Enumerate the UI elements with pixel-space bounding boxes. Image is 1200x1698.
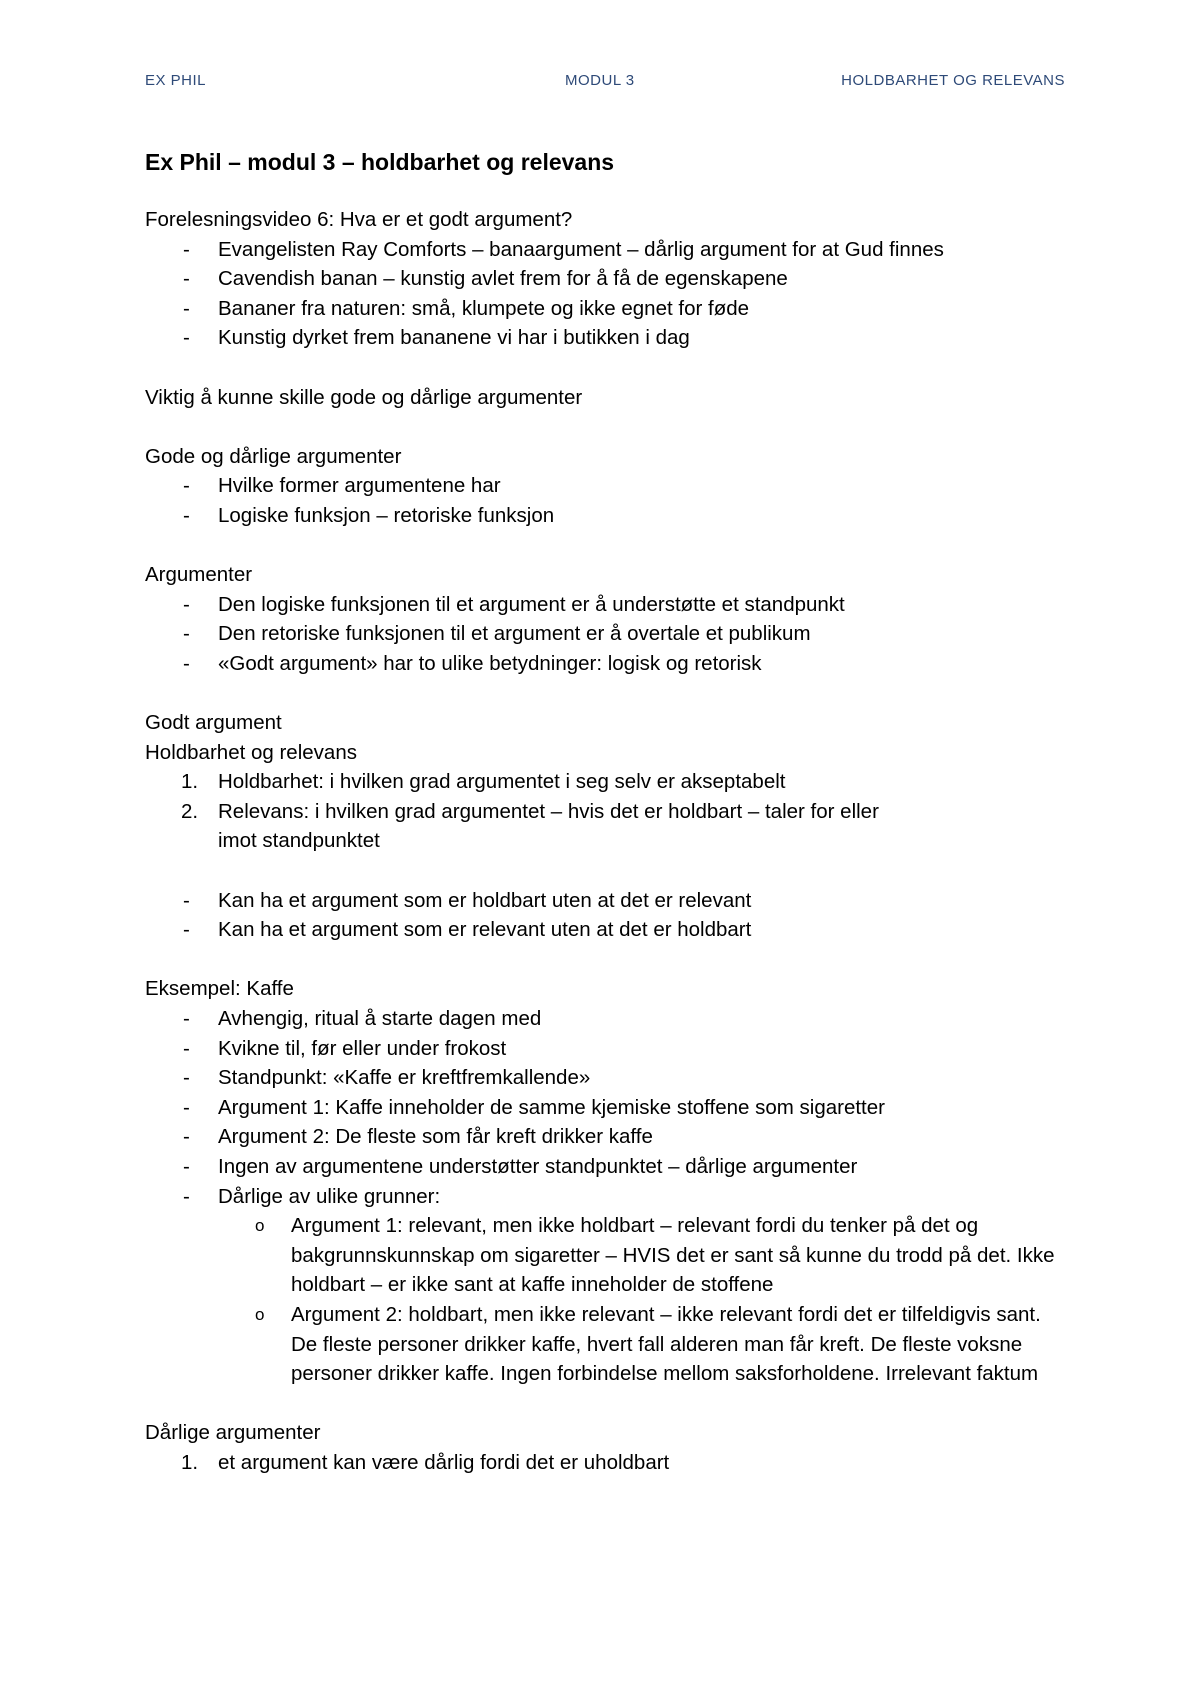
list-item <box>145 471 1075 501</box>
dash-marker: - <box>183 888 190 912</box>
dash-marker: - <box>183 1184 190 1208</box>
section-heading-important: Viktig å kunne skille gode og dårlige argumenter <box>145 385 583 409</box>
page-header <box>145 72 1065 96</box>
list-item <box>145 294 1075 324</box>
spacer <box>145 531 1075 561</box>
dash-marker: - <box>183 1007 190 1031</box>
list-item-text: Cavendish banan – kunstig avlet frem for å få de egenskapene <box>218 267 788 291</box>
list-item <box>145 1182 1075 1212</box>
list-item <box>145 323 1075 353</box>
list-item-text: Kan ha et argument som er relevant uten at det er holdbart <box>218 918 752 942</box>
list-item-text: Bananer fra naturen: små, klumpete og ikke egnet for føde <box>218 296 750 320</box>
list-item <box>145 915 1075 945</box>
list-item <box>145 1093 1075 1123</box>
list-item-text: Den retoriske funksjonen til et argument er å overtale et publikum <box>218 622 811 646</box>
sub-list-item-text: Argument 1: relevant, men ikke holdbart – relevant fordi du tenker på det og bakgrunnskunnskap om sigaretter – HVIS det er sant så kunne du trodd på det. Ikke holdbart – er ikke sant at kaffe inneholder de stoffene <box>291 1214 1055 1297</box>
dash-marker: - <box>183 651 190 675</box>
dash-marker: - <box>183 296 190 320</box>
numbered-item-text: Holdbarhet: i hvilken grad argumentet i seg selv er akseptabelt <box>218 770 786 794</box>
section-heading-bad-arguments: Dårlige argumenter <box>145 1421 321 1445</box>
list-item <box>145 264 1075 294</box>
header-middle: MODUL 3 <box>565 72 635 89</box>
numbered-item-text: Relevans: i hvilken grad argumentet – hvis det er holdbart – taler for eller imot standpunktet <box>218 799 879 853</box>
list-item <box>145 501 1075 531</box>
dash-marker: - <box>183 918 190 942</box>
spacer <box>145 679 1075 709</box>
spacer <box>145 945 1075 975</box>
list-item <box>145 1034 1075 1064</box>
list-item-text: Argument 2: De fleste som får kreft drikker kaffe <box>218 1125 653 1149</box>
numbered-item-text: et argument kan være dårlig fordi det er uholdbart <box>218 1450 670 1474</box>
dash-marker: - <box>183 1095 190 1119</box>
list-item <box>145 619 1075 649</box>
sub-list-item-text: Argument 2: holdbart, men ikke relevant – ikke relevant fordi det er tilfeldigvis sant. De fleste personer drikker kaffe, hvert fall alderen man får kreft. De fleste voksne personer drikker kaffe. Ingen forbindelse mellom saksforholdene. Irrelevant faktum <box>291 1302 1041 1386</box>
list-item-text: Avhengig, ritual å starte dagen med <box>218 1007 542 1031</box>
header-left: EX PHIL <box>145 72 207 89</box>
number-marker: 2. <box>181 799 199 823</box>
list-item-text: Argument 1: Kaffe inneholder de samme kjemiske stoffene som sigaretter <box>218 1095 885 1119</box>
dash-marker: - <box>183 237 190 261</box>
number-marker: 1. <box>181 770 199 794</box>
dash-marker: - <box>183 1125 190 1149</box>
list-item <box>145 590 1075 620</box>
list-item-text: Kvikne til, før eller under frokost <box>218 1036 507 1060</box>
section-heading-arguments: Argumenter <box>145 563 253 587</box>
list-item <box>145 1152 1075 1182</box>
header-right: HOLDBARHET OG RELEVANS <box>841 72 1065 89</box>
document-body <box>145 146 1075 1478</box>
list-item-text: «Godt argument» har to ulike betydninger: logisk og retorisk <box>218 651 762 675</box>
circle-marker: o <box>255 1216 265 1236</box>
section-subheading-sustainability: Holdbarhet og relevans <box>145 740 357 764</box>
dash-marker: - <box>183 1066 190 1090</box>
dash-marker: - <box>183 326 190 350</box>
list-item-text: Kunstig dyrket frem bananene vi har i butikken i dag <box>218 326 690 350</box>
spacer <box>145 412 1075 442</box>
section-heading-good-bad: Gode og dårlige argumenter <box>145 444 402 468</box>
list-item-text: Standpunkt: «Kaffe er kreftfremkallende» <box>218 1066 591 1090</box>
list-item-text: Kan ha et argument som er holdbart uten at det er relevant <box>218 888 752 912</box>
list-item-text: Evangelisten Ray Comforts – banaargument – dårlig argument for at Gud finnes <box>218 237 944 261</box>
dash-marker: - <box>183 267 190 291</box>
list-item-text: Den logiske funksjonen til et argument er å understøtte et standpunkt <box>218 592 845 616</box>
list-item <box>145 235 1075 265</box>
numbered-item <box>145 767 1075 797</box>
list-item-text: Logiske funksjon – retoriske funksjon <box>218 503 555 527</box>
document-title: Ex Phil – modul 3 – holdbarhet og relevans <box>145 149 615 175</box>
list-item-text: Ingen av argumentene understøtter standpunktet – dårlige argumenter <box>218 1155 858 1178</box>
section-heading-lecture: Forelesningsvideo 6: Hva er et godt argument? <box>145 208 573 231</box>
dash-marker: - <box>183 474 190 498</box>
dash-marker: - <box>183 503 190 527</box>
sub-list-item <box>145 1300 1071 1389</box>
dash-marker: - <box>183 1036 190 1060</box>
dash-marker: - <box>183 592 190 616</box>
dash-marker: - <box>183 1155 190 1178</box>
numbered-item <box>145 797 918 856</box>
list-item <box>145 1063 1075 1093</box>
spacer <box>145 353 1075 383</box>
list-item-text: Hvilke former argumentene har <box>218 474 501 498</box>
circle-marker: o <box>255 1304 265 1324</box>
list-item <box>145 1004 1075 1034</box>
list-item-text: Dårlige av ulike grunner: <box>218 1184 441 1208</box>
sub-list-item <box>145 1211 1071 1300</box>
spacer <box>145 856 1075 886</box>
dash-marker: - <box>183 622 190 646</box>
numbered-item <box>145 1448 1075 1478</box>
spacer <box>145 1389 1075 1419</box>
list-item <box>145 649 1075 679</box>
section-heading-good-argument: Godt argument <box>145 711 282 735</box>
section-heading-example: Eksempel: Kaffe <box>145 977 294 1001</box>
number-marker: 1. <box>181 1450 199 1474</box>
list-item <box>145 1122 1075 1152</box>
list-item <box>145 886 1075 916</box>
